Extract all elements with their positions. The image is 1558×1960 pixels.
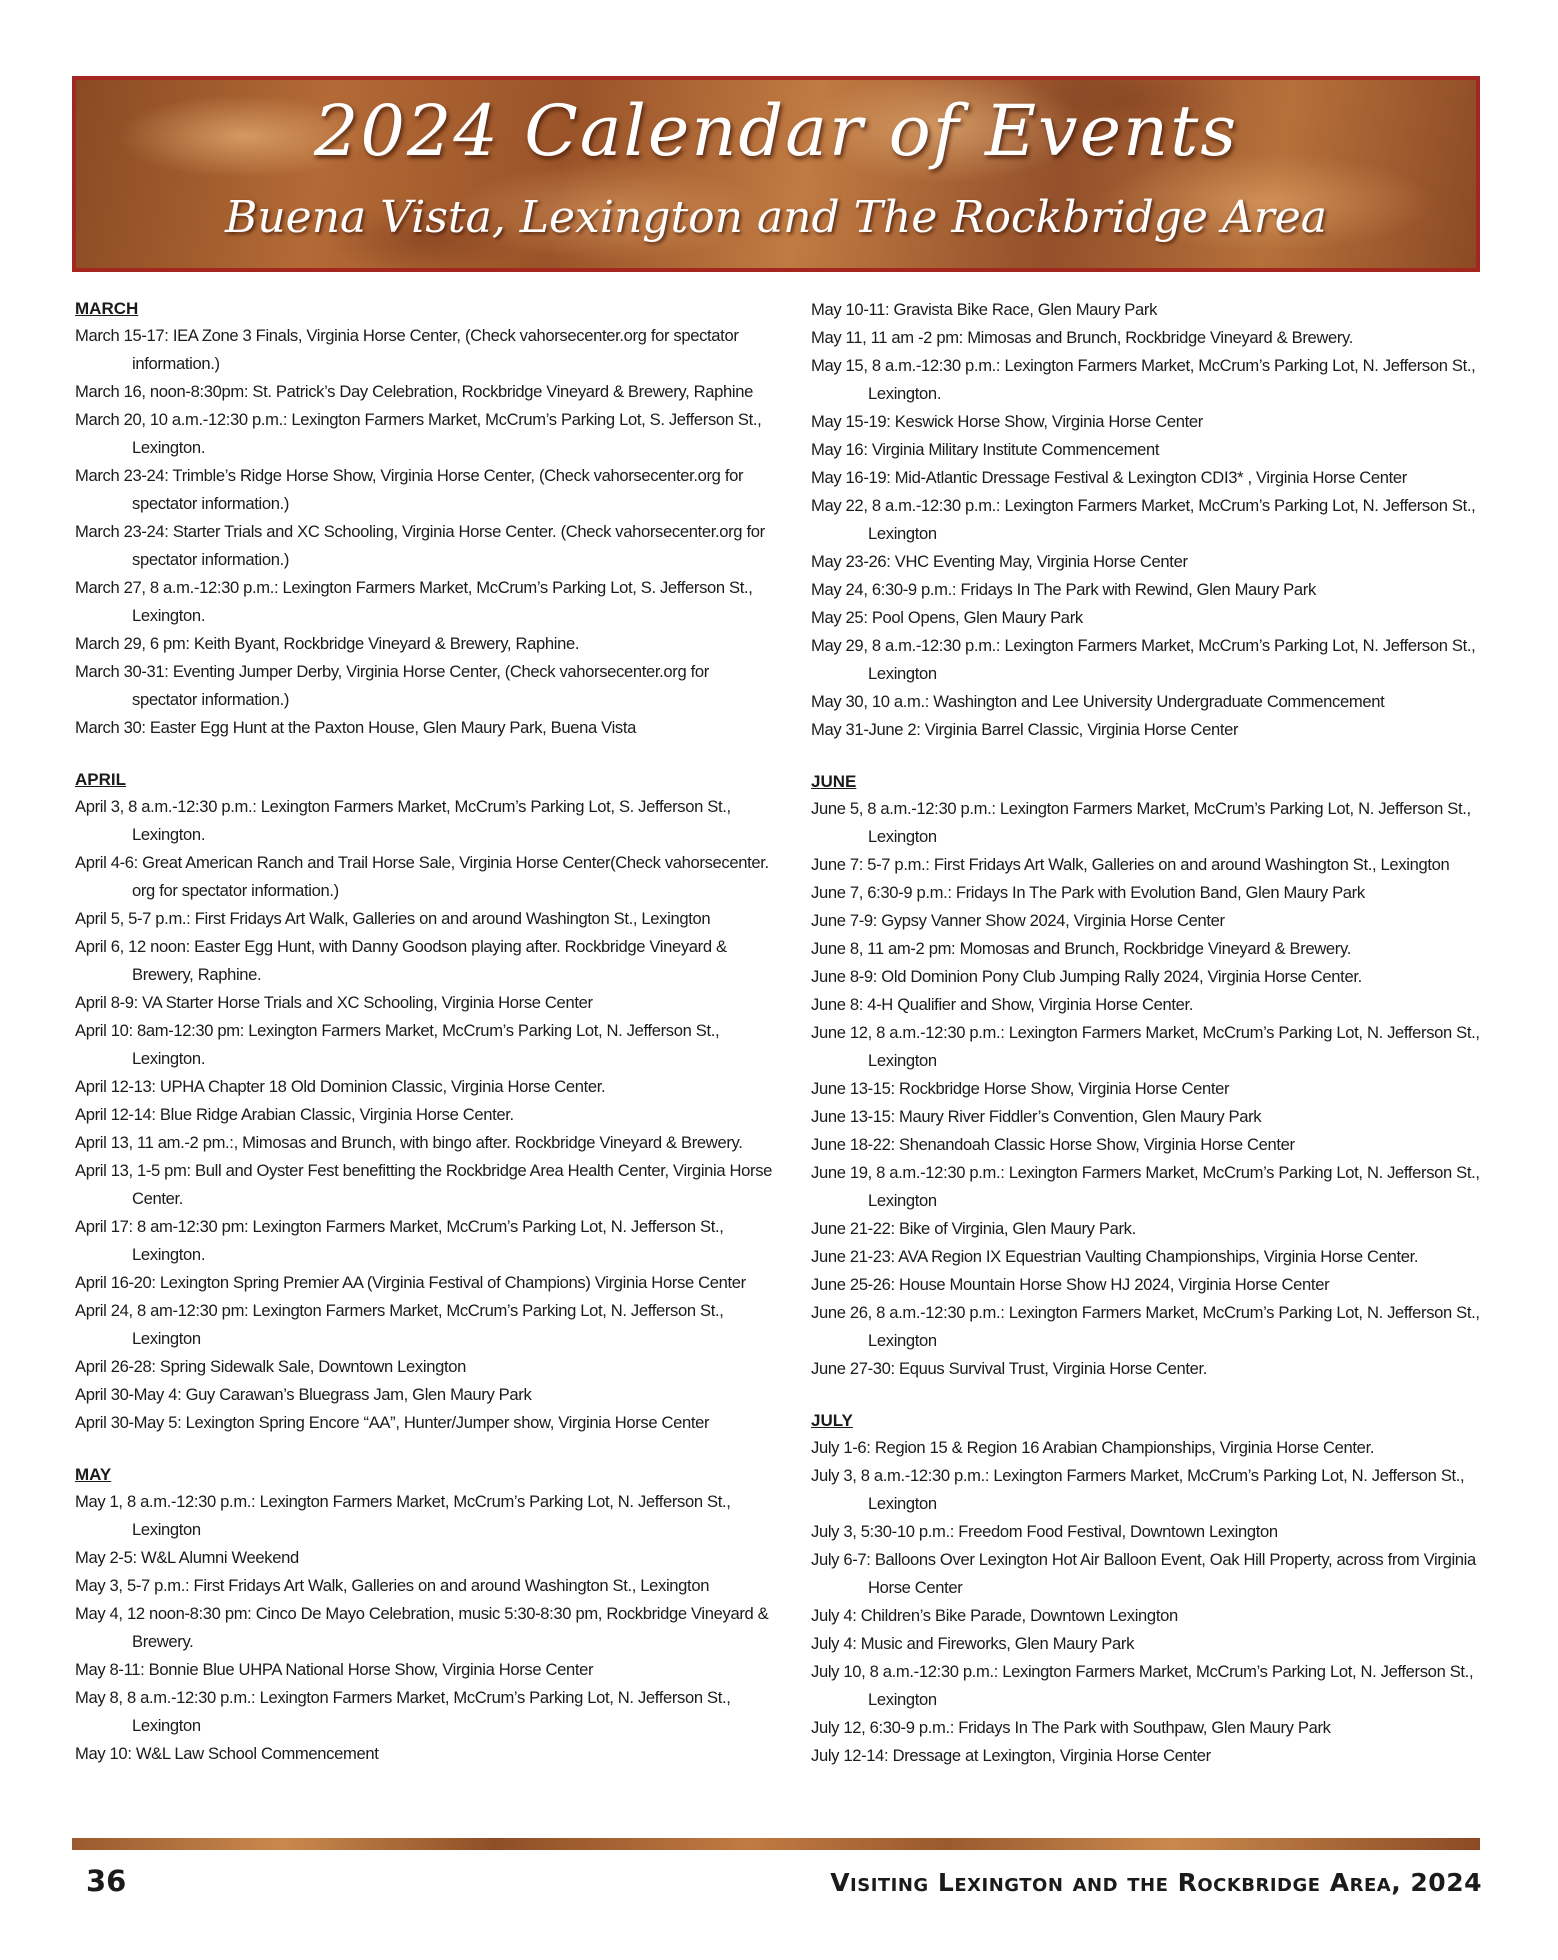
event-entry: July 4: Children’s Bike Parade, Downtown Lexington	[811, 1606, 1178, 1625]
event-entry: April 17: 8 am-12:30 pm: Lexington Farmers Market, McCrum’s Parking Lot, N. Jefferson St., Lexington.	[75, 1217, 724, 1264]
event-entry: May 22, 8 a.m.-12:30 p.m.: Lexington Farmers Market, McCrum’s Parking Lot, N. Jefferson St., Lexington	[811, 496, 1476, 543]
event-entry: April 13, 11 am.-2 pm.:, Mimosas and Brunch, with bingo after. Rockbridge Vineyard & Brewery.	[75, 1133, 743, 1152]
event-entry: May 8, 8 a.m.-12:30 p.m.: Lexington Farmers Market, McCrum’s Parking Lot, N. Jefferson St., Lexington	[75, 1688, 731, 1735]
event-entry: May 29, 8 a.m.-12:30 p.m.: Lexington Farmers Market, McCrum’s Parking Lot, N. Jefferson St., Lexington	[811, 636, 1476, 683]
event-entry: April 26-28: Spring Sidewalk Sale, Downtown Lexington	[75, 1357, 466, 1376]
header-banner	[72, 76, 1480, 272]
event-entry: June 19, 8 a.m.-12:30 p.m.: Lexington Farmers Market, McCrum’s Parking Lot, N. Jefferson St., Lexington	[811, 1163, 1480, 1210]
event-entry: July 12, 6:30-9 p.m.: Fridays In The Park with Southpaw, Glen Maury Park	[811, 1718, 1331, 1737]
event-entry: April 8-9: VA Starter Horse Trials and XC Schooling, Virginia Horse Center	[75, 993, 593, 1012]
event-entry: May 31-June 2: Virginia Barrel Classic, Virginia Horse Center	[811, 720, 1239, 739]
month-section	[811, 1408, 1491, 1770]
event-entry: March 16, noon-8:30pm: St. Patrick’s Day Celebration, Rockbridge Vineyard & Brewery, Raphine	[75, 382, 753, 401]
publication-title: Visiting Lexington and the Rockbridge Area, 2024	[830, 1868, 1482, 1897]
month-section	[811, 296, 1491, 744]
month-heading: MARCH	[75, 299, 139, 318]
event-entry: June 21-22: Bike of Virginia, Glen Maury Park.	[811, 1219, 1136, 1238]
event-entry: March 23-24: Trimble’s Ridge Horse Show, Virginia Horse Center, (Check vahorsecenter.org for spectator information.)	[75, 466, 744, 513]
event-entry: July 6-7: Balloons Over Lexington Hot Air Balloon Event, Oak Hill Property, across from Virginia Horse Center	[811, 1550, 1476, 1597]
event-entry: April 5, 5-7 p.m.: First Fridays Art Walk, Galleries on and around Washington St., Lexington	[75, 909, 711, 928]
event-entry: May 15-19: Keswick Horse Show, Virginia Horse Center	[811, 412, 1203, 431]
month-heading: APRIL	[75, 770, 126, 789]
event-entry: May 1, 8 a.m.-12:30 p.m.: Lexington Farmers Market, McCrum’s Parking Lot, N. Jefferson St., Lexington	[75, 1492, 731, 1539]
event-entry: May 11, 11 am -2 pm: Mimosas and Brunch, Rockbridge Vineyard & Brewery.	[811, 328, 1354, 347]
event-entry: May 8-11: Bonnie Blue UHPA National Horse Show, Virginia Horse Center	[75, 1660, 594, 1679]
month-section	[75, 767, 775, 1437]
event-entry: March 15-17: IEA Zone 3 Finals, Virginia Horse Center, (Check vahorsecenter.org for spectator information.)	[75, 326, 739, 373]
event-entry: March 20, 10 a.m.-12:30 p.m.: Lexington Farmers Market, McCrum’s Parking Lot, S. Jefferson St., Lexington.	[75, 410, 762, 457]
event-entry: April 10: 8am-12:30 pm: Lexington Farmers Market, McCrum’s Parking Lot, N. Jefferson St., Lexington.	[75, 1021, 720, 1068]
event-entry: May 25: Pool Opens, Glen Maury Park	[811, 608, 1083, 627]
month-section	[75, 1462, 775, 1768]
event-entry: April 6, 12 noon: Easter Egg Hunt, with Danny Goodson playing after. Rockbridge Vineyard & Brewery, Raphine.	[75, 937, 727, 984]
event-entry: July 10, 8 a.m.-12:30 p.m.: Lexington Farmers Market, McCrum’s Parking Lot, N. Jefferson St., Lexington	[811, 1662, 1474, 1709]
month-section	[75, 296, 775, 742]
event-entry: June 25-26: House Mountain Horse Show HJ 2024, Virginia Horse Center	[811, 1275, 1330, 1294]
event-entry: June 7, 6:30-9 p.m.: Fridays In The Park with Evolution Band, Glen Maury Park	[811, 883, 1365, 902]
event-entry: June 12, 8 a.m.-12:30 p.m.: Lexington Farmers Market, McCrum’s Parking Lot, N. Jefferson St., Lexington	[811, 1023, 1480, 1070]
event-entry: June 27-30: Equus Survival Trust, Virginia Horse Center.	[811, 1359, 1208, 1378]
event-entry: June 21-23: AVA Region IX Equestrian Vaulting Championships, Virginia Horse Center.	[811, 1247, 1419, 1266]
event-entry: June 7: 5-7 p.m.: First Fridays Art Walk, Galleries on and around Washington St., Lexington	[811, 855, 1450, 874]
event-entry: July 3, 8 a.m.-12:30 p.m.: Lexington Farmers Market, McCrum’s Parking Lot, N. Jefferson St., Lexington	[811, 1466, 1465, 1513]
page-title: 2024 Calendar of Events	[313, 90, 1239, 172]
event-entry: April 24, 8 am-12:30 pm: Lexington Farmers Market, McCrum’s Parking Lot, N. Jefferson St., Lexington	[75, 1301, 724, 1348]
event-entry: April 30-May 4: Guy Carawan’s Bluegrass Jam, Glen Maury Park	[75, 1385, 532, 1404]
event-entry: March 30: Easter Egg Hunt at the Paxton House, Glen Maury Park, Buena Vista	[75, 718, 636, 737]
footer-divider	[72, 1838, 1480, 1850]
event-entry: March 23-24: Starter Trials and XC Schooling, Virginia Horse Center. (Check vahorsecenter.org for spectator information.)	[75, 522, 765, 569]
event-entry: May 3, 5-7 p.m.: First Fridays Art Walk, Galleries on and around Washington St., Lexington	[75, 1576, 710, 1595]
event-entry: May 16: Virginia Military Institute Commencement	[811, 440, 1160, 459]
event-entry: June 8-9: Old Dominion Pony Club Jumping Rally 2024, Virginia Horse Center.	[811, 967, 1362, 986]
page-number: 36	[86, 1864, 127, 1898]
event-entry: July 3, 5:30-10 p.m.: Freedom Food Festival, Downtown Lexington	[811, 1522, 1278, 1541]
left-column	[75, 296, 775, 1768]
event-entry: May 15, 8 a.m.-12:30 p.m.: Lexington Farmers Market, McCrum’s Parking Lot, N. Jefferson St., Lexington.	[811, 356, 1476, 403]
event-entry: May 2-5: W&L Alumni Weekend	[75, 1548, 299, 1567]
event-entry: June 13-15: Rockbridge Horse Show, Virginia Horse Center	[811, 1079, 1230, 1098]
event-entry: July 1-6: Region 15 & Region 16 Arabian Championships, Virginia Horse Center.	[811, 1438, 1375, 1457]
month-heading: JUNE	[811, 772, 857, 791]
event-entry: May 24, 6:30-9 p.m.: Fridays In The Park with Rewind, Glen Maury Park	[811, 580, 1316, 599]
event-entry: May 23-26: VHC Eventing May, Virginia Horse Center	[811, 552, 1188, 571]
event-entry: May 30, 10 a.m.: Washington and Lee University Undergraduate Commencement	[811, 692, 1385, 711]
event-entry: July 12-14: Dressage at Lexington, Virginia Horse Center	[811, 1746, 1211, 1765]
event-entry: June 8: 4-H Qualifier and Show, Virginia Horse Center.	[811, 995, 1194, 1014]
event-entry: June 13-15: Maury River Fiddler’s Convention, Glen Maury Park	[811, 1107, 1262, 1126]
event-entry: July 4: Music and Fireworks, Glen Maury Park	[811, 1634, 1135, 1653]
event-entry: April 16-20: Lexington Spring Premier AA (Virginia Festival of Champions) Virginia Horse Center	[75, 1273, 746, 1292]
event-entry: May 10-11: Gravista Bike Race, Glen Maury Park	[811, 300, 1158, 319]
event-entry: May 16-19: Mid-Atlantic Dressage Festival & Lexington CDI3* , Virginia Horse Center	[811, 468, 1407, 487]
event-entry: April 12-14: Blue Ridge Arabian Classic, Virginia Horse Center.	[75, 1105, 514, 1124]
event-entry: June 18-22: Shenandoah Classic Horse Show, Virginia Horse Center	[811, 1135, 1295, 1154]
event-entry: June 5, 8 a.m.-12:30 p.m.: Lexington Farmers Market, McCrum’s Parking Lot, N. Jefferson St., Lexington	[811, 799, 1471, 846]
event-entry: May 10: W&L Law School Commencement	[75, 1744, 379, 1763]
event-entry: April 3, 8 a.m.-12:30 p.m.: Lexington Farmers Market, McCrum’s Parking Lot, S. Jefferson St., Lexington.	[75, 797, 731, 844]
event-entry: May 4, 12 noon-8:30 pm: Cinco De Mayo Celebration, music 5:30-8:30 pm, Rockbridge Vineyard & Brewery.	[75, 1604, 769, 1651]
event-entry: March 29, 6 pm: Keith Byant, Rockbridge Vineyard & Brewery, Raphine.	[75, 634, 580, 653]
month-heading: JULY	[811, 1411, 853, 1430]
event-entry: April 4-6: Great American Ranch and Trail Horse Sale, Virginia Horse Center(Check vahorsecenter. org for spectator information.)	[75, 853, 769, 900]
event-entry: June 8, 11 am-2 pm: Momosas and Brunch, Rockbridge Vineyard & Brewery.	[811, 939, 1351, 958]
event-entry: June 26, 8 a.m.-12:30 p.m.: Lexington Farmers Market, McCrum’s Parking Lot, N. Jefferson St., Lexington	[811, 1303, 1480, 1350]
event-entry: March 30-31: Eventing Jumper Derby, Virginia Horse Center, (Check vahorsecenter.org for spectator information.)	[75, 662, 709, 709]
event-entry: June 7-9: Gypsy Vanner Show 2024, Virginia Horse Center	[811, 911, 1225, 930]
month-section	[811, 769, 1491, 1383]
event-entry: April 30-May 5: Lexington Spring Encore “AA”, Hunter/Jumper show, Virginia Horse Center	[75, 1413, 710, 1432]
event-entry: April 13, 1-5 pm: Bull and Oyster Fest benefitting the Rockbridge Area Health Center, Virginia Horse Center.	[75, 1161, 773, 1208]
event-entry: March 27, 8 a.m.-12:30 p.m.: Lexington Farmers Market, McCrum’s Parking Lot, S. Jefferson St., Lexington.	[75, 578, 753, 625]
right-column	[811, 296, 1491, 1770]
page-subtitle: Buena Vista, Lexington and The Rockbridge Area	[224, 192, 1328, 243]
event-entry: April 12-13: UPHA Chapter 18 Old Dominion Classic, Virginia Horse Center.	[75, 1077, 606, 1096]
month-heading: MAY	[75, 1465, 112, 1484]
